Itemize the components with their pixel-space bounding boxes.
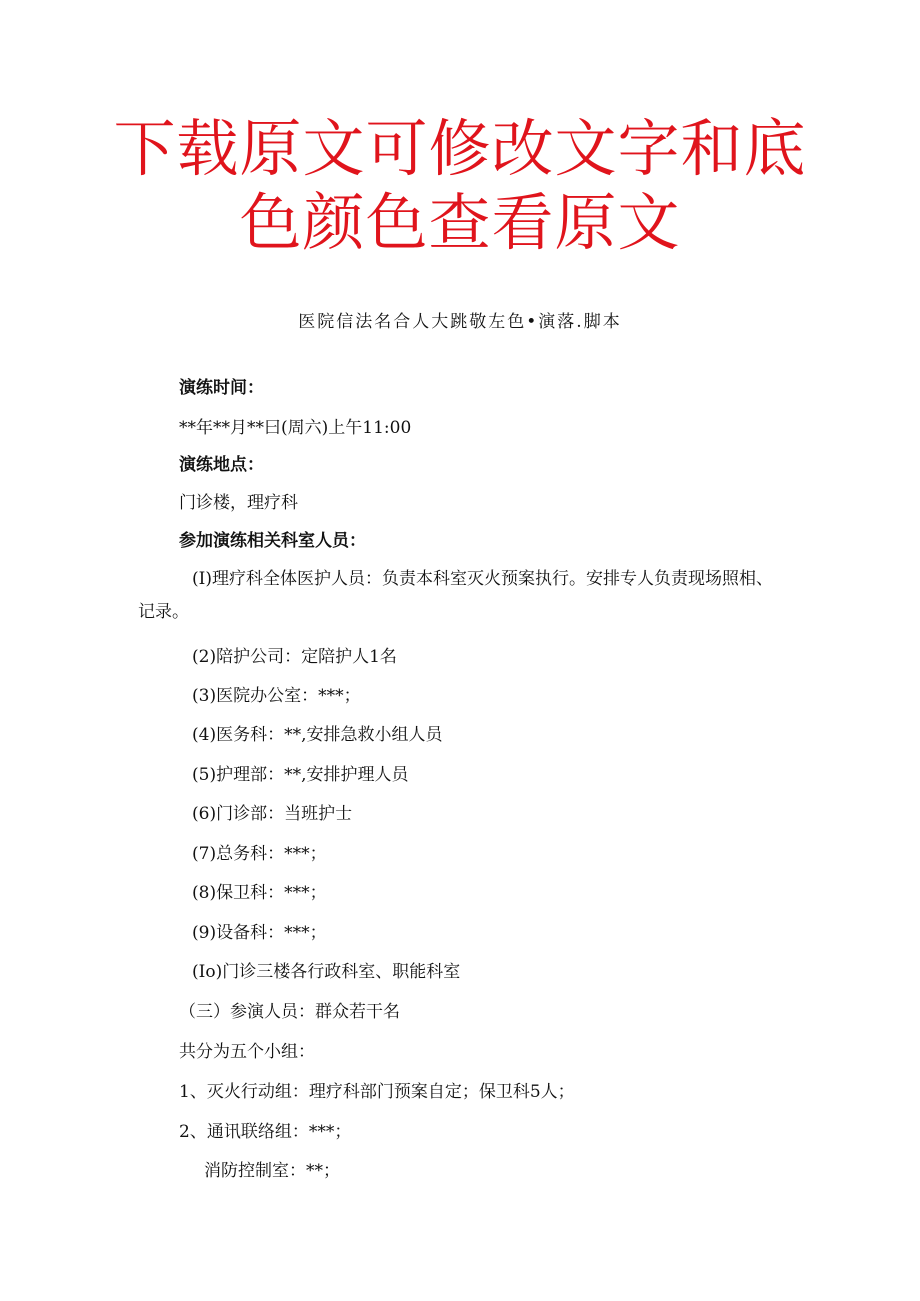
participant-item-10: (Io)门诊三楼各行政科室、职能科室	[192, 962, 461, 982]
participant-item-3: (3)医院办公室：***；	[192, 686, 361, 706]
participant-item-7: (7)总务科：***；	[192, 844, 327, 864]
download-banner-line-2[interactable]: 色颜色查看原文	[239, 186, 681, 259]
participant-item-1: (I)理疗科全体医护人员：负责本科室灭火预案执行。安排专人负责现场照相、记录。	[138, 569, 773, 622]
participant-item-8: (8)保卫科：***；	[192, 883, 327, 903]
group-item-2: 2、通讯联络组：***；	[179, 1122, 352, 1142]
control-room-line: 消防控制室：**；	[204, 1161, 340, 1181]
participant-item-2: (2)陪护公司：定陪护人1名	[192, 647, 397, 667]
participant-item-5: (5)护理部：**,安排护理人员	[192, 765, 409, 785]
actors-line: （三）参演人员：群众若干名	[179, 1002, 400, 1022]
drill-time-label: 演练时间：	[179, 378, 264, 398]
group-item-1: 1、灭火行动组：理疗科部门预案自定；保卫科5人；	[179, 1082, 575, 1102]
participant-item-4: (4)医务科：**,安排急救小组人员	[192, 725, 443, 745]
participants-label: 参加演练相关科室人员：	[179, 531, 366, 551]
participant-item-9: (9)设备科：***；	[192, 923, 327, 943]
drill-place-value: 门诊楼，理疗科	[179, 493, 298, 513]
participant-item-6: (6)门诊部：当班护士	[192, 804, 353, 824]
drill-time-value: **年**月**曰(周六)上午11:00	[179, 418, 412, 438]
drill-place-label: 演练地点：	[179, 455, 264, 475]
download-banner-line-1[interactable]: 下载原文可修改文字和底	[113, 112, 807, 185]
document-title: 医院信法名合人大跳敬左色•演落.脚本	[298, 312, 622, 332]
groups-intro: 共分为五个小组：	[179, 1042, 315, 1062]
